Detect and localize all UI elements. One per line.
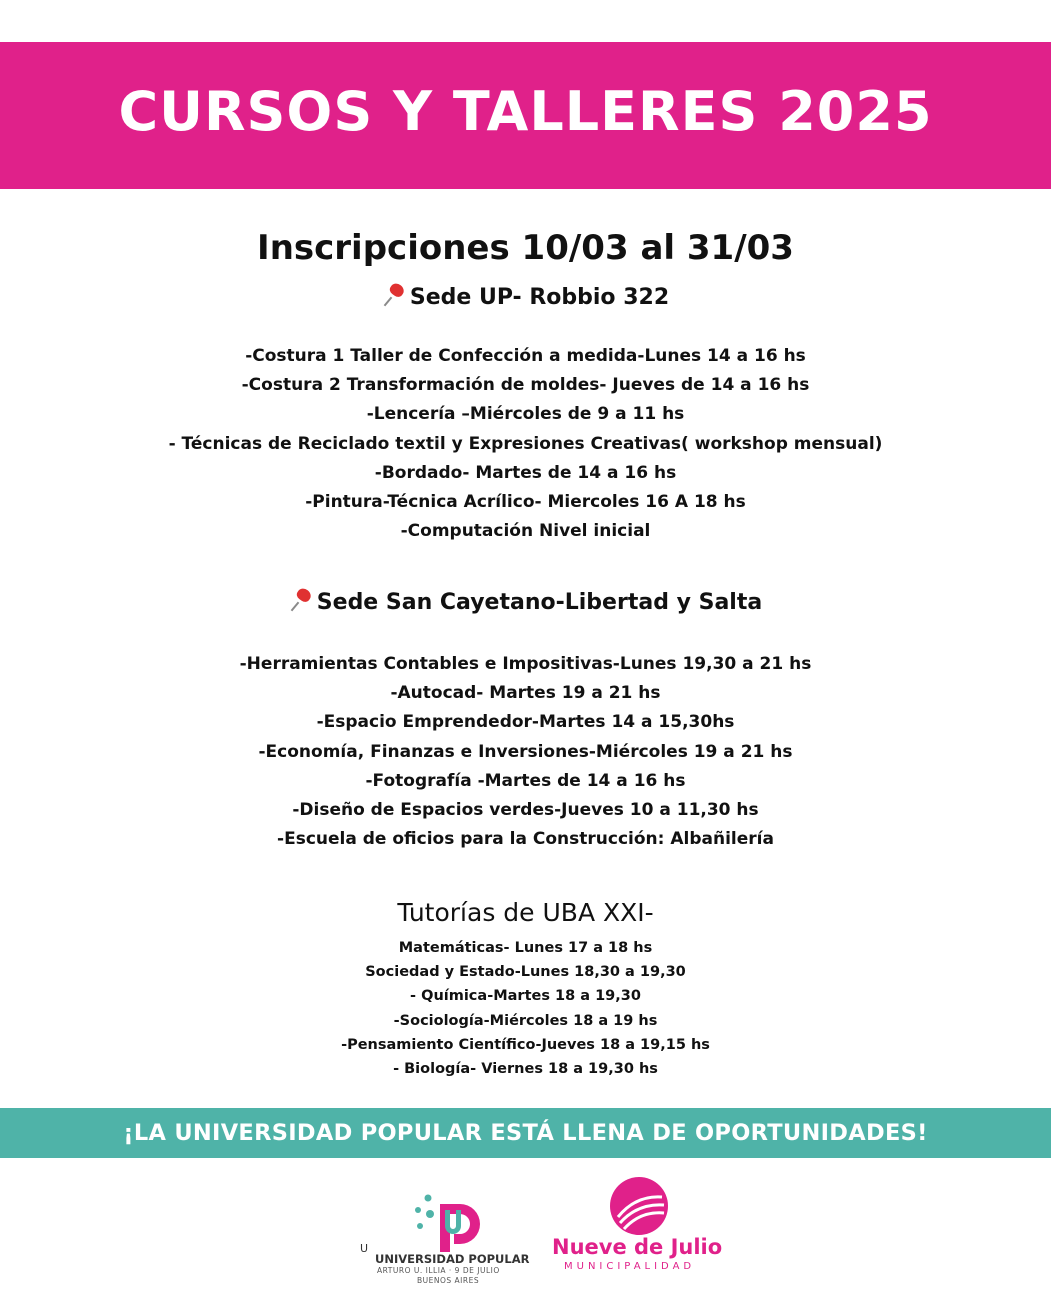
list-item: -Computación Nivel inicial [400,521,651,542]
list-item: -Escuela de oficios para la Construcción: Albañilería [277,829,774,850]
list-item: -Diseño de Espacios verdes-Jueves 10 a 11,30 hs [292,800,759,821]
list-item: Sociedad y Estado-Lunes 18,30 a 19,30 [365,964,686,981]
tutorias-heading: Tutorías de UBA XXI- [397,898,654,927]
nueve-de-julio-name: Nueve de Julio [552,1235,723,1259]
nueve-de-julio-emblem-icon [608,1175,670,1237]
sede-up-title: Sede UP- Robbio 322 [409,285,670,310]
up-logo-letter: U [360,1242,369,1255]
sede-sc-heading [0,587,1051,615]
list-item: -Sociología-Miércoles 18 a 19 hs [393,1012,658,1029]
list-item: - Química-Martes 18 a 19,30 [410,988,641,1005]
tutorias-list [0,936,1051,1081]
nueve-de-julio-logo [548,1175,738,1285]
list-item: - Biología- Viernes 18 a 19,30 hs [393,1061,658,1078]
list-item: -Economía, Finanzas e Inversiones-Miércoles 19 a 21 hs [258,741,793,762]
nueve-de-julio-subtitle: MUNICIPALIDAD [564,1261,696,1272]
title-banner [0,42,1051,189]
list-item: -Bordado- Martes de 14 a 16 hs [374,462,677,483]
list-item: -Costura 1 Taller de Confección a medida-Lunes 14 a 16 hs [245,346,806,366]
page-title: CURSOS Y TALLERES 2025 [118,80,933,143]
list-item: -Pensamiento Científico-Jueves 18 a 19,15 hs [341,1036,710,1053]
list-item: -Autocad- Martes 19 a 21 hs [390,683,661,704]
slogan-text: ¡LA UNIVERSIDAD POPULAR ESTÁ LLENA DE OPORTUNIDADES! [123,1120,928,1146]
pushpin-icon [382,282,408,308]
sede-up-heading [0,282,1051,310]
list-item: -Espacio Emprendedor-Martes 14 a 15,30hs [316,712,735,733]
list-item: -Costura 2 Transformación de moldes- Jueves de 14 a 16 hs [241,375,810,396]
list-item: - Técnicas de Reciclado textil y Expresiones Creativas( workshop mensual) [168,433,883,454]
list-item: -Pintura-Técnica Acrílico- Miercoles 16 A 18 hs [305,492,746,513]
inscripciones-heading: Inscripciones 10/03 al 31/03 [257,228,794,268]
up-logo-mark-icon [410,1190,490,1255]
up-logo-name: UNIVERSIDAD POPULAR [375,1252,530,1266]
list-item: -Lencería –Miércoles de 9 a 11 hs [366,404,685,425]
up-logo-subtitle: ARTURO U. ILLIA · 9 DE JULIO [377,1266,500,1275]
up-logo-location: BUENOS AIRES [417,1276,480,1285]
pushpin-icon [289,587,315,613]
list-item: -Fotografía -Martes de 14 a 16 hs [365,770,686,791]
sede-sc-course-list [0,650,1051,854]
sede-sc-title: Sede San Cayetano-Libertad y Salta [316,590,763,615]
slogan-band [0,1108,1051,1158]
sede-up-course-list [0,342,1051,546]
universidad-popular-logo [355,1180,535,1295]
list-item: Matemáticas- Lunes 17 a 18 hs [398,940,653,956]
list-item: -Herramientas Contables e Impositivas-Lunes 19,30 a 21 hs [239,654,812,674]
